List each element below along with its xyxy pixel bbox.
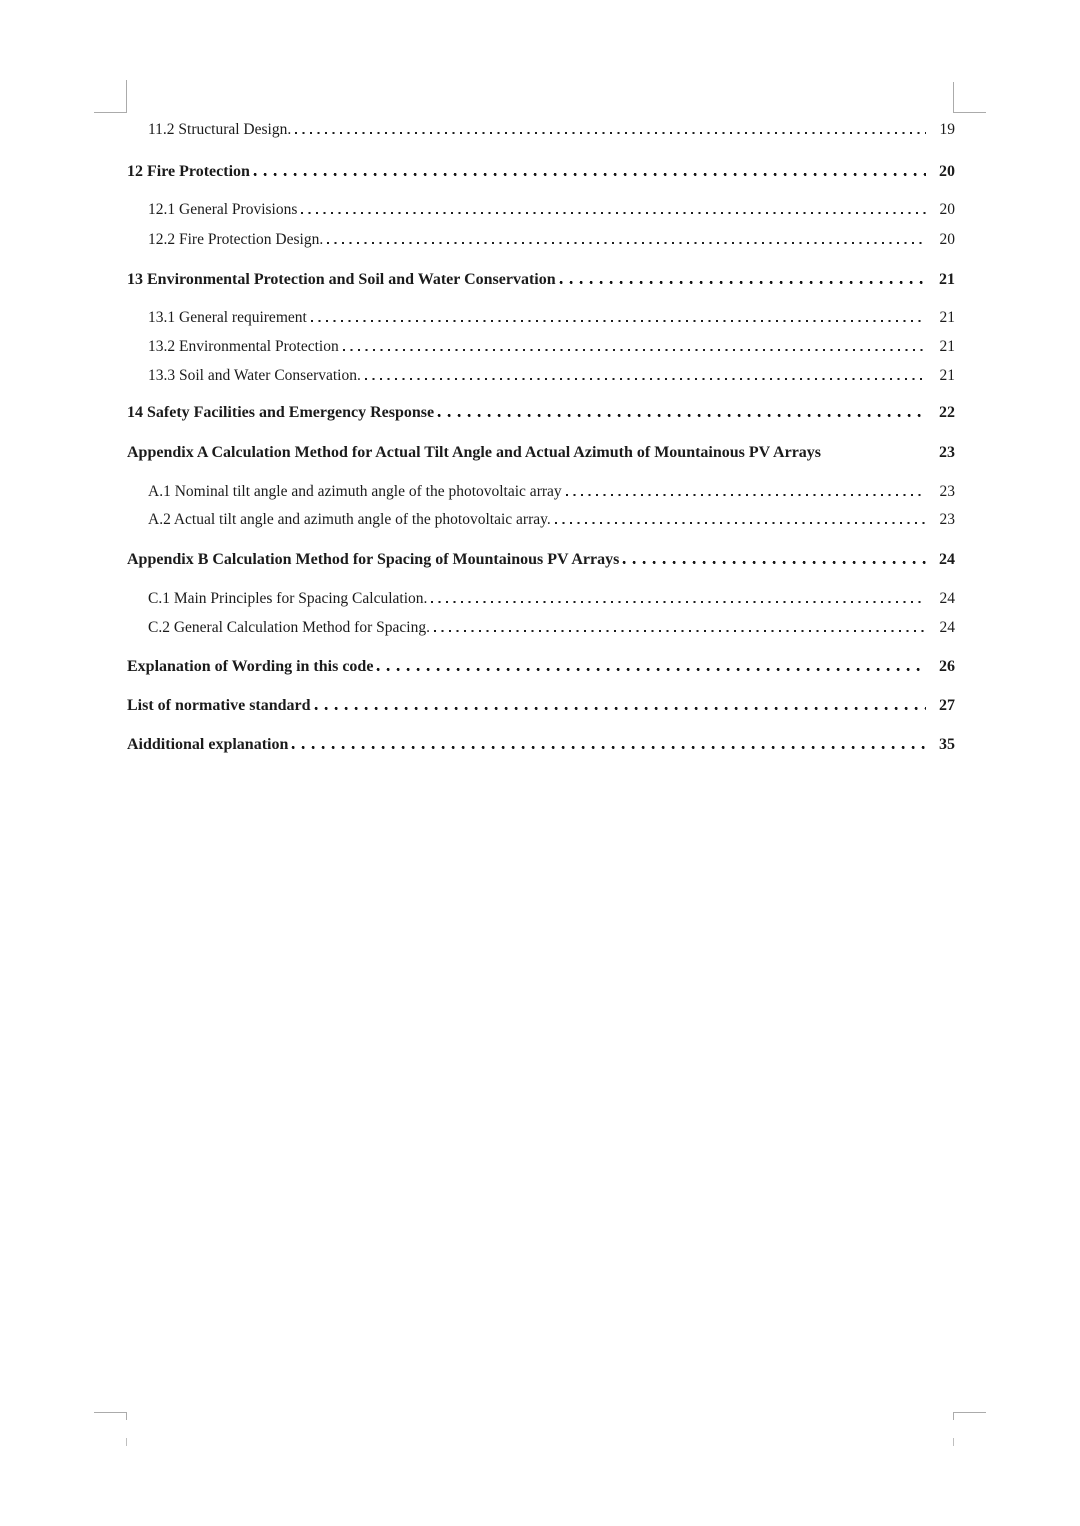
toc-entry-page: 21	[939, 271, 955, 288]
dot-leader	[824, 444, 926, 461]
crop-mark-bottom-left-dash	[126, 1438, 127, 1446]
dot-leader	[622, 551, 926, 568]
dot-leader	[294, 121, 926, 138]
toc-entry[interactable]	[127, 338, 955, 355]
toc-entry[interactable]	[127, 404, 955, 421]
dot-leader	[376, 658, 926, 675]
toc-entry-title: List of normative standard	[127, 697, 311, 714]
toc-entry-page: 19	[939, 121, 955, 138]
toc-entry-title: Appendix A Calculation Method for Actual Tilt Angle and Actual Azimuth of Mountainous PV Arrays	[127, 444, 822, 461]
toc-entry[interactable]	[127, 231, 955, 248]
crop-mark-bottom-right-horizontal	[953, 1412, 986, 1413]
dot-leader	[314, 697, 926, 714]
toc-entry-page: 35	[939, 736, 955, 753]
toc-entry[interactable]	[127, 271, 955, 288]
toc-entry[interactable]	[127, 736, 955, 753]
crop-mark-top-right-horizontal	[953, 112, 986, 113]
toc-entry-page: 23	[939, 483, 955, 500]
toc-entry[interactable]	[127, 367, 955, 384]
dot-leader	[310, 309, 926, 326]
crop-mark-bottom-right-tick	[953, 1412, 954, 1420]
toc-entry-page: 26	[939, 658, 955, 675]
toc-entry-title: 11.2 Structural Design.	[148, 121, 292, 138]
dot-leader	[565, 483, 926, 500]
toc-entry-page: 21	[939, 367, 955, 384]
toc-entry[interactable]	[127, 697, 955, 714]
dot-leader	[430, 590, 926, 607]
dot-leader	[559, 271, 926, 288]
crop-mark-bottom-left-horizontal	[94, 1412, 127, 1413]
crop-mark-bottom-left-tick	[126, 1412, 127, 1420]
table-of-contents	[127, 121, 955, 753]
toc-entry-page: 23	[939, 444, 955, 461]
toc-entry-title: Appendix B Calculation Method for Spacing of Mountainous PV Arrays	[127, 551, 620, 568]
dot-leader	[433, 619, 926, 636]
toc-entry-title: Explanation of Wording in this code	[127, 658, 374, 675]
toc-entry-page: 23	[939, 511, 955, 528]
toc-entry-page: 21	[939, 338, 955, 355]
toc-entry-title: 12 Fire Protection	[127, 163, 250, 180]
toc-entry[interactable]	[127, 309, 955, 326]
toc-entry[interactable]	[127, 163, 955, 180]
toc-entry-title: 12.2 Fire Protection Design.	[148, 231, 324, 248]
toc-entry-title: C.2 General Calculation Method for Spacing.	[148, 619, 430, 636]
toc-entry[interactable]	[127, 551, 955, 568]
dot-leader	[364, 367, 926, 384]
crop-mark-bottom-right-dash	[953, 1438, 954, 1446]
toc-entry[interactable]	[127, 590, 955, 607]
toc-entry-title: 13.2 Environmental Protection	[148, 338, 339, 355]
toc-entry-page: 21	[939, 309, 955, 326]
dot-leader	[554, 511, 926, 528]
dot-leader	[300, 201, 926, 218]
dot-leader	[437, 404, 926, 421]
toc-entry[interactable]	[127, 619, 955, 636]
toc-entry-page: 24	[939, 619, 955, 636]
toc-entry-page: 24	[939, 551, 955, 568]
toc-entry-title: 13.1 General requirement	[148, 309, 307, 326]
toc-entry-page: 22	[939, 404, 955, 421]
toc-entry-page: 20	[939, 163, 955, 180]
dot-leader	[326, 231, 926, 248]
toc-entry-title: A.2 Actual tilt angle and azimuth angle of the photovoltaic array.	[148, 511, 551, 528]
crop-mark-top-left-horizontal	[94, 112, 127, 113]
dot-leader	[291, 736, 926, 753]
toc-entry[interactable]	[127, 658, 955, 675]
crop-mark-top-right-vertical	[953, 82, 954, 113]
toc-entry-title: 13.3 Soil and Water Conservation.	[148, 367, 361, 384]
toc-entry[interactable]	[127, 511, 955, 528]
toc-entry-page: 27	[939, 697, 955, 714]
toc-entry[interactable]	[127, 444, 955, 461]
toc-entry[interactable]	[127, 121, 955, 138]
toc-entry[interactable]	[127, 201, 955, 218]
toc-entry-title: C.1 Main Principles for Spacing Calculation.	[148, 590, 428, 607]
toc-entry-title: Aidditional explanation	[127, 736, 289, 753]
dot-leader	[253, 163, 926, 180]
toc-entry[interactable]	[127, 483, 955, 500]
toc-entry-page: 24	[939, 590, 955, 607]
toc-entry-title: 12.1 General Provisions	[148, 201, 298, 218]
dot-leader	[342, 338, 926, 355]
toc-entry-title: A.1 Nominal tilt angle and azimuth angle of the photovoltaic array	[148, 483, 562, 500]
toc-entry-title: 14 Safety Facilities and Emergency Response	[127, 404, 435, 421]
crop-mark-top-left-vertical	[126, 80, 127, 113]
toc-entry-page: 20	[939, 231, 955, 248]
toc-entry-page: 20	[939, 201, 955, 218]
toc-entry-title: 13 Environmental Protection and Soil and Water Conservation	[127, 271, 556, 288]
